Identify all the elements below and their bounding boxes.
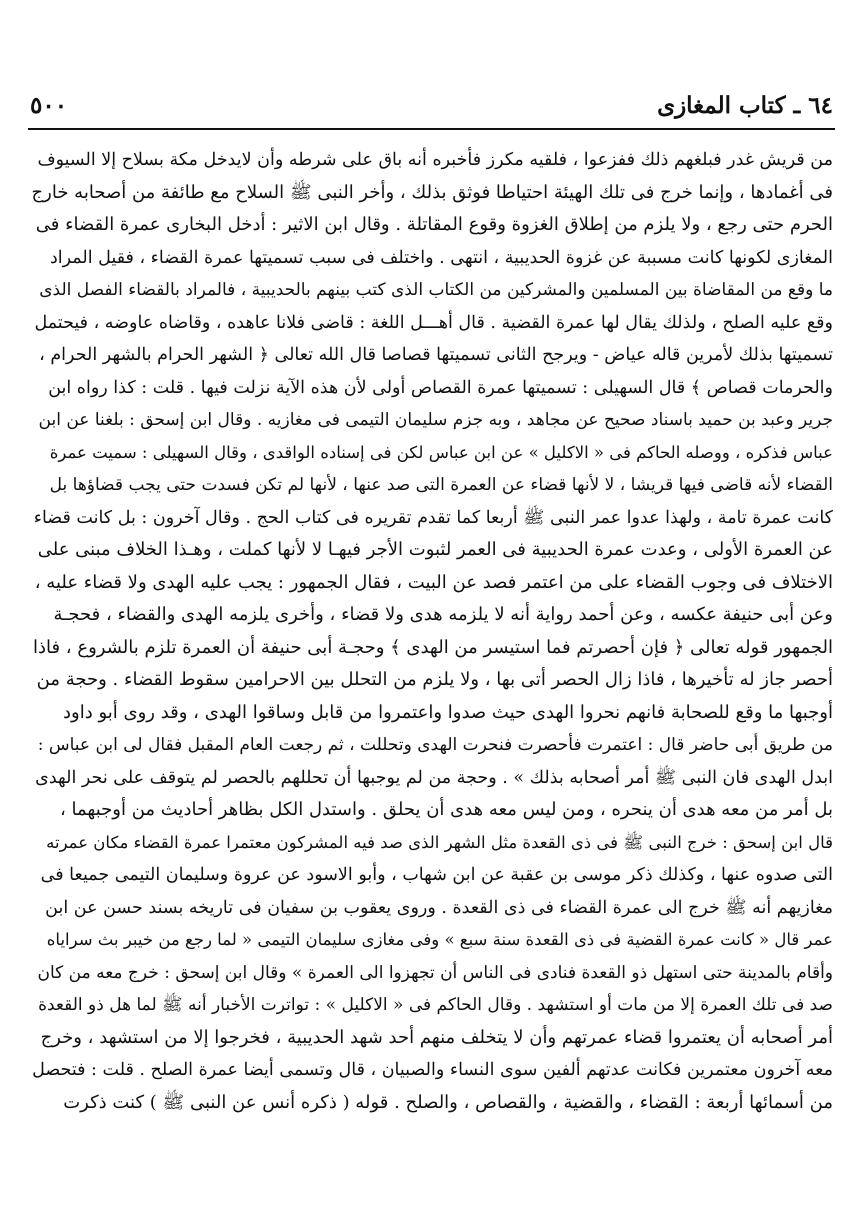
text-line: صد فى تلك العمرة إلا من مات أو استشهد . وقال الحاكم فى « الاكليل » : تواترت الأخبار أنه ﷺ لما هل ذو القعدة bbox=[38, 995, 833, 1015]
text-line: فى أغمادها ، وإنما خرج فى تلك الهيئة احتياطا فوثق بذلك ، وأخر النبى ﷺ السلاح مع طائفة من أصحابه خارج bbox=[31, 181, 833, 203]
text-line: عمر قال « كانت عمرة القضية فى ذى القعدة سنة سبع » وفى مغازى سليمان التيمى « لما رجع من خيبر بث سراياه bbox=[46, 930, 833, 949]
text-line: الحرم حتى رجع ، ولا يلزم من إطلاق الغزوة وقوع المقاتلة . وقال ابن الاثير : أدخل البخارى عمرة القضاء فى bbox=[35, 214, 833, 235]
text-line: من طريق أبى حاضر قال : اعتمرت فأحصرت فنحرت الهدى وتحللت ، ثم رجعت العام المقبل فقال لى ابن عباس : bbox=[37, 735, 833, 755]
text-line: المغازى لكونها كانت مسببة عن غزوة الحديبية ، انتهى . واختلف فى سبب تسميتها عمرة القضاء ، فقيل المراد bbox=[49, 247, 833, 268]
text-line: الاختلاف فى وجوب القضاء على من اعتمر فصد عن البيت ، فقال الجمهور : يجب عليه الهدى ولا قضاء عليه ، bbox=[34, 571, 833, 593]
text-line: مغازيهم أنه ﷺ خرج الى عمرة القضاء فى ذى القعدة . وروى يعقوب بن سفيان فى تاريخه بسند حسن عن ابن bbox=[45, 897, 833, 918]
header-rule bbox=[28, 128, 835, 130]
text-line: من أسمائها أربعة : القضاء ، والقضية ، والقصاص ، والصلح . قوله ( ذكره أنس عن النبى ﷺ ) كنت ذكرت bbox=[63, 1091, 833, 1113]
text-line: قال ابن إسحق : خرج النبى ﷺ فى ذى القعدة مثل الشهر الذى صد فيه المشركون معتمرا عمرة القضاء مكان عمرته bbox=[46, 832, 833, 852]
text-line: التى صدوه عنها ، وكذلك ذكر موسى بن عقبة عن ابن شهاب ، وأبو الاسود عن عروة وسليمان التيمى جميعا فى bbox=[40, 865, 833, 885]
text-line: ما وقع من المقاضاة بين المسلمين والمشركين من الكتاب الذى كتب بينهم بالحديبية ، فالمراد بالقضاء الفصل الذى bbox=[39, 280, 833, 300]
text-line: ابدل الهدى فان النبى ﷺ أمر أصحابه بذلك » . وحجة من لم يوجبها أن تحللهم بالحصر لم يتوقف على نحر الهدى bbox=[35, 767, 833, 788]
page-number: ٥٠٠ bbox=[30, 92, 68, 119]
text-line: عباس فذكره ، ووصله الحاكم فى « الاكليل » عن ابن عباس لكن فى إسناده الواقدى ، وقال السهيلى : سميت عمرة bbox=[49, 442, 833, 462]
text-line: وعن أبى حنيفة عكسه ، وعن أحمد رواية أنه لا يلزمه هدى ولا قضاء ، وأخرى يلزمه الهدى والقضاء ، فحجـة bbox=[53, 604, 833, 625]
text-line: أحصر جاز له تأخيرها ، فاذا زال الحصر أتى بها ، ولا يلزم من التحلل بين الاحرامين سقوط القضاء . وحجة من bbox=[36, 669, 833, 690]
text-line: القضاء لأنه قاضى فيها قريشا ، لا لأنها قضاء عن العمرة التى صد عنها ، لأنها لم تكن فسدت حتى يجب قضاؤها بل bbox=[49, 475, 833, 495]
text-line: من قريش غدر فبلغهم ذلك ففزعوا ، فلقيه مكرز فأخبره أنه باق على شرطه وأن لايدخل مكة بسلاح إلا السيوف bbox=[37, 150, 833, 170]
text-line: وأقام بالمدينة حتى استهل ذو القعدة فنادى فى الناس أن تجهزوا الى العمرة » وقال ابن إسحق : خرج معه من كان bbox=[37, 962, 833, 983]
text-line: معه آخرون معتمرين فكانت عدتهم ألفين سوى النساء والصبيان ، قال وتسمى أيضا عمرة الصلح . قلت : فتحصل bbox=[32, 1060, 833, 1080]
body-text bbox=[30, 144, 833, 1214]
text-line: جرير وعبد بن حميد باسناد صحيح عن مجاهد ، وبه جزم سليمان التيمى فى مغازيه . وقال ابن إسحق : بلغنا عن ابن bbox=[38, 410, 833, 430]
text-line: والحرمات قصاص ﴾ قال السهيلى : تسميتها عمرة القصاص أولى لأن هذه الآية نزلت فيها . قلت : كذا رواه ابن bbox=[48, 377, 833, 398]
text-line: أوجبها ما وقع للصحابة فانهم نحروا الهدى حيث صدوا واعتمروا من قابل وساقوا الهدى ، وقد روى أبو داود bbox=[63, 701, 833, 723]
page-header bbox=[30, 88, 833, 128]
text-line: كانت عمرة تامة ، ولهذا عدوا عمر النبى ﷺ أربعا كما تقدم تقريره فى كتاب الحج . وقال آخرون : بل كانت قضاء bbox=[33, 507, 833, 528]
chapter-title: ٦٤ ـ كتاب المغازى bbox=[657, 92, 833, 119]
text-line: عن العمرة الأولى ، وعدت عمرة الحديبية فى العمر لثبوت الأجر فيهـا لا لأنها كملت ، وهـذا الخلاف مبنى على bbox=[37, 539, 833, 560]
text-line: تسميتها بذلك لأمرين قاله عياض - ويرجح الثانى تسميتها قصاصا قال الله تعالى ﴿ الشهر الحرام بالشهر الحرام ، bbox=[39, 345, 833, 365]
text-line: وقع عليه الصلح ، ولذلك يقال لها عمرة القضية . قال أهـــل اللغة : قاضى فلانا عاهده ، وقاضاه عاوضه ، فيحتمل bbox=[34, 312, 833, 333]
text-line: بل أمر من معه هدى أن ينحره ، ومن ليس معه هدى أن يحلق . واستدل الكل بظاهر أحاديث من أوجبهما ، bbox=[60, 799, 833, 820]
text-line: أمر أصحابه أن يعتمروا قضاء عمرتهم وأن لا يتخلف منهم أحد شهد الحديبية ، فخرجوا إلا من استشهد ، وخرج bbox=[40, 1026, 833, 1048]
text-line: الجمهور قوله تعالى ﴿ فإن أحصرتم فما استيسر من الهدى ﴾ وحجـة أبى حنيفة أن العمرة تلزم بالشروع ، فاذا bbox=[32, 636, 833, 658]
